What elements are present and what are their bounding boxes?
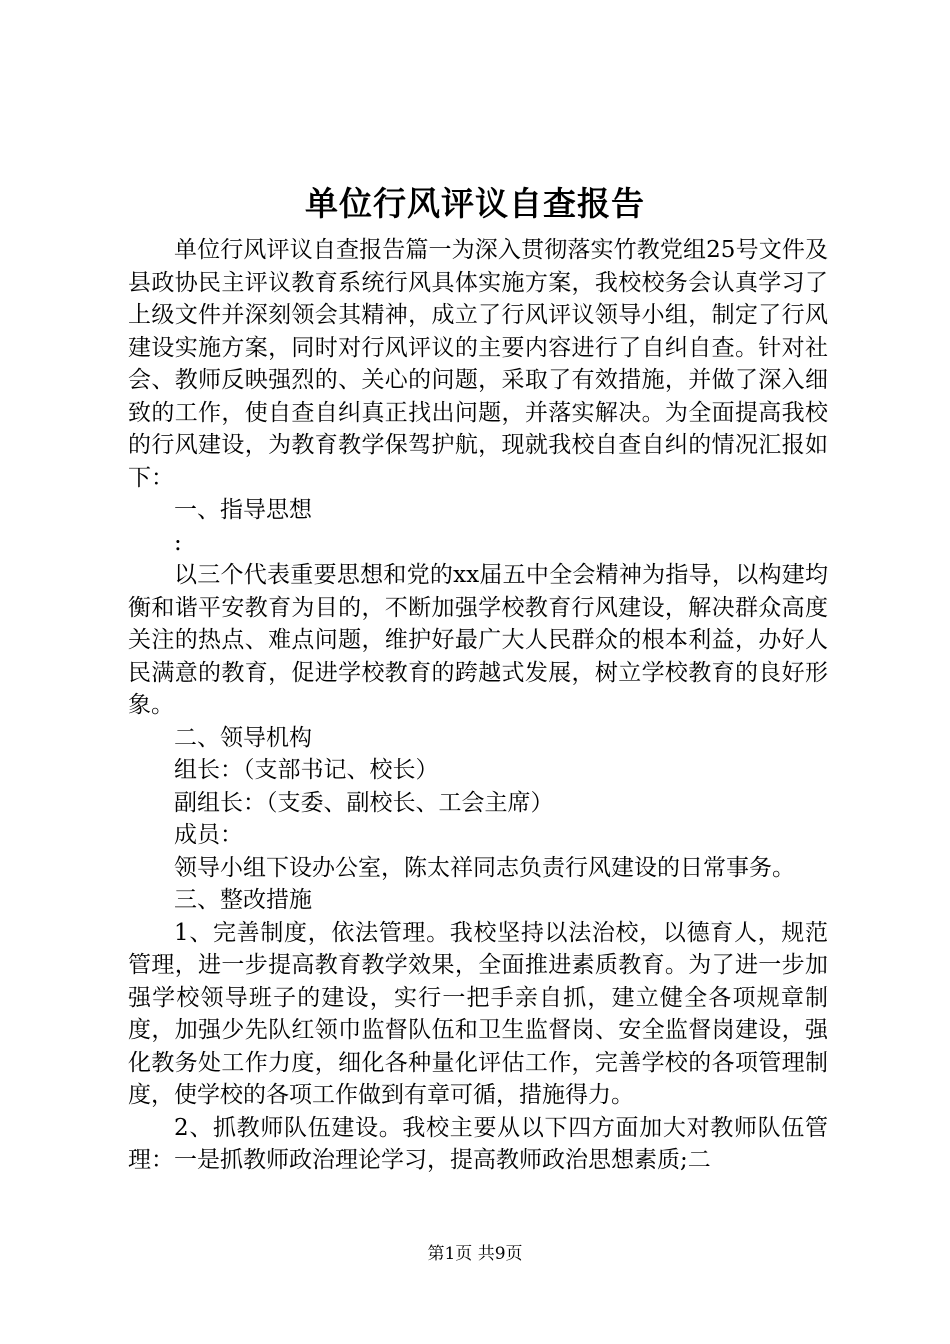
paragraph-colon: : xyxy=(174,529,182,556)
section-heading-measures: 三、整改措施 xyxy=(174,887,312,913)
page-footer xyxy=(0,1243,950,1265)
paragraph-group-leader: 组长：（支部书记、校长） xyxy=(174,757,439,783)
paragraph-measure-2: 2、抓教师队伍建设。我校主要从以下四方面加大对教师队伍管理：一是抓教师政治理论学习，提高教师政治思想素质;二 xyxy=(128,1114,828,1173)
document-title: 单位行风评议自查报告 xyxy=(305,184,645,223)
paragraph-intro: 单位行风评议自查报告篇一为深入贯彻落实竹教党组25号文件及县政协民主评议教育系统行风具体实施方案，我校校务会认真学习了上级文件并深刻领会其精神，成立了行风评议领导小组，制定了行风建设实施方案，同时对行风评议的主要内容进行了自纠自查。针对社会、教师反映强烈的、关心的问题，采取了有效措施，并做了深入细致的工作，使自查自纠真正找出问题，并落实解决。为全面提高我校的行风建设，为教育教学保驾护航，现就我校自查自纠的情况汇报如下： xyxy=(128,237,828,491)
document-body xyxy=(128,234,828,1177)
paragraph-measure-1: 1、完善制度，依法管理。我校坚持以法治校，以德育人，规范管理，进一步提高教育教学效果，全面推进素质教育。为了进一步加强学校领导班子的建设，实行一把手亲自抓，建立健全各项规章制度，加强少先队红领巾监督队伍和卫生监督岗、安全监督岗建设，强化教务处工作力度，细化各种量化评估工作，完善学校的各项管理制度，使学校的各项工作做到有章可循，措施得力。 xyxy=(128,919,828,1108)
paragraph-office: 领导小组下设办公室，陈太祥同志负责行风建设的日常事务。 xyxy=(174,854,795,881)
section-heading-leadership: 二、领导机构 xyxy=(174,724,312,751)
paragraph-deputy-leader: 副组长：（支委、副校长、工会主席） xyxy=(174,789,554,816)
page-indicator: 第1页 共9页 xyxy=(427,1244,523,1264)
paragraph-members: 成员： xyxy=(174,822,243,848)
paragraph-guiding-ideology: 以三个代表重要思想和党的xx届五中全会精神为指导，以构建均衡和谐平安教育为目的，不断加强学校教育行风建设，解决群众高度关注的热点、难点问题，维护好最广大人民群众的根本利益，办好人民满意的教育，促进学校教育的跨越式发展，树立学校教育的良好形象。 xyxy=(128,562,828,718)
section-heading-guiding-ideology: 一、指导思想 xyxy=(174,497,312,523)
